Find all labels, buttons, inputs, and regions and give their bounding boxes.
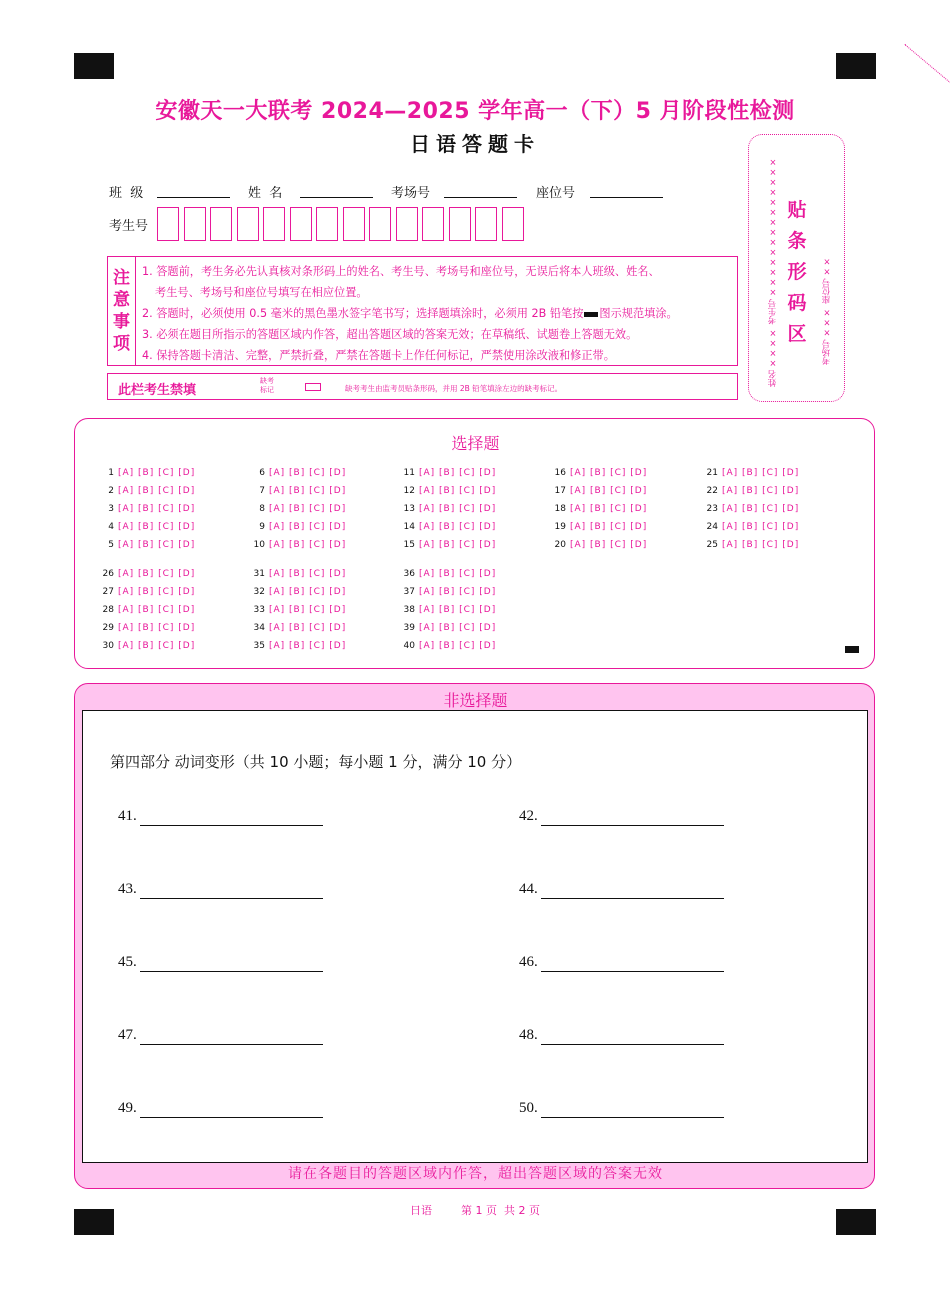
question-9[interactable] [251,522,346,532]
barcode-right-text: 考场号 ××× 座位号 ×× [822,255,832,365]
answer-options[interactable]: [A] [B] [C] [D] [570,468,648,478]
question-number: 25 [706,540,718,550]
answer-line[interactable] [140,971,323,972]
exam-title: 安徽天一大联考 2024—2025 学年高一（下）5 月阶段性检测 [155,99,795,124]
question-number: 37 [403,587,415,597]
answer-line[interactable] [140,1044,323,1045]
absent-mark-label: 缺考 标记 [260,377,274,394]
question-6[interactable] [251,468,346,478]
registration-mark-top-right [836,53,876,79]
question-number: 15 [403,540,415,550]
absent-mark-bubble[interactable] [305,383,321,391]
answer-options[interactable]: [A] [B] [C] [D] [570,540,648,550]
question-number: 4 [108,522,114,532]
exam-id-digit-box[interactable] [396,207,418,241]
answer-options[interactable]: [A] [B] [C] [D] [722,522,800,532]
seat-field[interactable] [590,196,663,198]
answer-options[interactable]: [A] [B] [C] [D] [570,504,648,514]
question-19[interactable] [552,522,647,532]
question-number: 26 [102,569,114,579]
answer-number: 46. [519,954,538,970]
question-30[interactable] [100,641,195,651]
answer-44[interactable] [519,881,538,898]
answer-options[interactable]: [A] [B] [C] [D] [722,468,800,478]
question-37[interactable] [401,587,496,597]
question-number: 24 [706,522,718,532]
answer-options[interactable]: [A] [B] [C] [D] [118,504,196,514]
decorative-dotted-corner [904,44,950,83]
question-5[interactable] [100,540,195,550]
answer-49[interactable] [118,1100,137,1117]
question-number: 8 [259,504,265,514]
question-3[interactable] [100,504,195,514]
exam-id-digit-box[interactable] [290,207,312,241]
question-number: 39 [403,623,415,633]
barcode-title: 贴 条 形 码 区 [787,199,807,345]
exam-id-digit-box[interactable] [422,207,444,241]
question-23[interactable] [704,504,799,514]
question-10[interactable] [251,540,346,550]
question-4[interactable] [100,522,195,532]
question-number: 10 [253,540,265,550]
question-24[interactable] [704,522,799,532]
question-number: 34 [253,623,265,633]
answer-options[interactable]: [A] [B] [C] [D] [118,468,196,478]
answer-46[interactable] [519,954,538,971]
answer-number: 41. [118,808,137,824]
room-label: 考场号 [391,186,431,201]
exam-id-digit-box[interactable] [210,207,232,241]
answer-line[interactable] [541,1117,724,1118]
question-number: 20 [554,540,566,550]
question-number: 40 [403,641,415,651]
question-29[interactable] [100,623,195,633]
question-number: 29 [102,623,114,633]
page-footer [0,1202,950,1218]
question-28[interactable] [100,605,195,615]
multiple-choice-section [74,418,875,669]
barcode-left-text: 姓名 ×××× 考生号 ×××××××××××××× [768,156,778,387]
question-2[interactable] [100,486,195,496]
question-number: 1 [108,468,114,478]
answer-42[interactable] [519,808,538,825]
question-13[interactable] [401,504,496,514]
question-number: 3 [108,504,114,514]
notice-line-1b: 考生号、考场号和座位号填写在相应位置。 [155,286,368,299]
timing-mark [845,646,859,653]
answer-options[interactable]: [A] [B] [C] [D] [118,641,196,651]
exam-id-label: 考生号 [109,219,149,234]
answer-number: 47. [118,1027,137,1043]
question-36[interactable] [401,569,496,579]
exam-id-digit-box[interactable] [369,207,391,241]
answer-options[interactable]: [A] [B] [C] [D] [118,522,196,532]
answer-options[interactable]: [A] [B] [C] [D] [269,522,347,532]
answer-line[interactable] [541,825,724,826]
answer-line[interactable] [541,898,724,899]
answer-number: 48. [519,1027,538,1043]
absent-note: 缺考考生由监考员贴条形码，并用 2B 铅笔填涂左边的缺考标记。 [345,384,563,393]
question-32[interactable] [251,587,346,597]
notice-heading: 注 意 事 项 [108,257,136,365]
answer-options[interactable]: [A] [B] [C] [D] [419,623,497,633]
question-number: 30 [102,641,114,651]
question-11[interactable] [401,468,496,478]
answer-50[interactable] [519,1100,538,1117]
question-40[interactable] [401,641,496,651]
seat-label: 座位号 [536,186,576,201]
answer-sheet-title: 日语答题卡 [410,132,540,156]
non-choice-section [74,683,875,1189]
registration-mark-top-left [74,53,114,79]
answer-number: 44. [519,881,538,897]
answer-line[interactable] [541,1044,724,1045]
question-8[interactable] [251,504,346,514]
answer-area-warning: 请在各题目的答题区域内作答，超出答题区域的答案无效 [288,1166,663,1182]
exam-id-digit-box[interactable] [316,207,338,241]
notice-line-1: 1. 答题前，考生务必先认真核对条形码上的姓名、考生号、考场号和座位号，无误后将本人班级、姓名、 [142,265,660,278]
question-number: 7 [259,486,265,496]
question-number: 2 [108,486,114,496]
question-number: 32 [253,587,265,597]
answer-options[interactable]: [A] [B] [C] [D] [570,486,648,496]
question-16[interactable] [552,468,647,478]
question-31[interactable] [251,569,346,579]
answer-options[interactable]: [A] [B] [C] [D] [419,540,497,550]
notice-line-2: 2. 答题时，必须使用 0.5 毫米的黑色墨水签字笔书写；选择题填涂时，必须用 2B 铅笔按 图示规范填涂。 [142,307,678,320]
name-label: 姓 名 [248,186,283,201]
exam-id-digit-box[interactable] [343,207,365,241]
answer-48[interactable] [519,1027,538,1044]
question-14[interactable] [401,522,496,532]
question-number: 17 [554,486,566,496]
exam-id-digit-box[interactable] [184,207,206,241]
question-number: 27 [102,587,114,597]
answer-options[interactable]: [A] [B] [C] [D] [419,641,497,651]
question-number: 14 [403,522,415,532]
question-number: 11 [403,468,415,478]
question-number: 36 [403,569,415,579]
answer-options[interactable]: [A] [B] [C] [D] [419,605,497,615]
question-number: 18 [554,504,566,514]
answer-options[interactable]: [A] [B] [C] [D] [269,468,347,478]
footer-page: 第 1 页 共 2 页 [461,1204,540,1217]
question-number: 38 [403,605,415,615]
barcode-area [748,134,845,402]
answer-options[interactable]: [A] [B] [C] [D] [118,623,196,633]
exam-id-digit-box[interactable] [157,207,179,241]
exam-id-digit-box[interactable] [237,207,259,241]
answer-number: 43. [118,881,137,897]
answer-options[interactable]: [A] [B] [C] [D] [419,569,497,579]
exam-id-digit-box[interactable] [449,207,471,241]
question-number: 5 [108,540,114,550]
answer-options[interactable]: [A] [B] [C] [D] [118,605,196,615]
notice-line-4: 4. 保持答题卡清洁、完整，严禁折叠，严禁在答题卡上作任何标记，严禁使用涂改液和修正带。 [142,349,615,362]
answer-41[interactable] [118,808,137,825]
answer-47[interactable] [118,1027,137,1044]
answer-options[interactable]: [A] [B] [C] [D] [419,522,497,532]
answer-line[interactable] [140,1117,323,1118]
answer-options[interactable]: [A] [B] [C] [D] [722,486,800,496]
question-27[interactable] [100,587,195,597]
room-field[interactable] [444,196,517,198]
question-35[interactable] [251,641,346,651]
footer-subject: 日语 [410,1204,432,1217]
answer-area [82,710,868,1163]
answer-options[interactable]: [A] [B] [C] [D] [118,569,196,579]
question-number: 35 [253,641,265,651]
answer-options[interactable]: [A] [B] [C] [D] [419,486,497,496]
notice-line-3: 3. 必须在题目所指示的答题区域内作答，超出答题区域的答案无效；在草稿纸、试题卷上答题无效。 [142,328,638,341]
answer-options[interactable]: [A] [B] [C] [D] [118,540,196,550]
answer-number: 42. [519,808,538,824]
answer-line[interactable] [140,898,323,899]
filled-bubble-icon [584,312,598,317]
exam-id-digit-box[interactable] [502,207,524,241]
exam-id-digit-box[interactable] [475,207,497,241]
answer-number: 50. [519,1100,538,1116]
answer-options[interactable]: [A] [B] [C] [D] [722,540,800,550]
answer-options[interactable]: [A] [B] [C] [D] [419,587,497,597]
answer-options[interactable]: [A] [B] [C] [D] [269,605,347,615]
question-21[interactable] [704,468,799,478]
question-number: 22 [706,486,718,496]
notice-box [107,256,738,366]
question-25[interactable] [704,540,799,550]
question-39[interactable] [401,623,496,633]
answer-options[interactable]: [A] [B] [C] [D] [419,504,497,514]
question-34[interactable] [251,623,346,633]
answer-line[interactable] [541,971,724,972]
question-22[interactable] [704,486,799,496]
multiple-choice-title: 选择题 [451,434,500,453]
answer-options[interactable]: [A] [B] [C] [D] [269,641,347,651]
question-17[interactable] [552,486,647,496]
answer-line[interactable] [140,825,323,826]
question-number: 31 [253,569,265,579]
question-18[interactable] [552,504,647,514]
question-number: 16 [554,468,566,478]
question-number: 6 [259,468,265,478]
class-field[interactable] [157,196,230,198]
question-number: 13 [403,504,415,514]
absent-row-label: 此栏考生禁填 [118,383,197,398]
question-number: 28 [102,605,114,615]
question-38[interactable] [401,605,496,615]
answer-options[interactable]: [A] [B] [C] [D] [269,623,347,633]
answer-options[interactable]: [A] [B] [C] [D] [269,540,347,550]
answer-options[interactable]: [A] [B] [C] [D] [269,569,347,579]
answer-options[interactable]: [A] [B] [C] [D] [118,587,196,597]
answer-number: 49. [118,1100,137,1116]
answer-options[interactable]: [A] [B] [C] [D] [419,468,497,478]
class-label: 班 级 [109,186,144,201]
question-26[interactable] [100,569,195,579]
question-15[interactable] [401,540,496,550]
question-number: 12 [403,486,415,496]
name-field[interactable] [300,196,373,198]
exam-id-digit-box[interactable] [263,207,285,241]
absent-row [107,373,738,400]
answer-options[interactable]: [A] [B] [C] [D] [722,504,800,514]
answer-45[interactable] [118,954,137,971]
question-number: 21 [706,468,718,478]
answer-43[interactable] [118,881,137,898]
non-choice-title: 非选择题 [443,691,508,710]
question-1[interactable] [100,468,195,478]
part-four-heading: 第四部分 动词变形（共 10 小题；每小题 1 分，满分 10 分） [110,753,522,771]
question-number: 9 [259,522,265,532]
question-20[interactable] [552,540,647,550]
answer-options[interactable]: [A] [B] [C] [D] [118,486,196,496]
answer-options[interactable]: [A] [B] [C] [D] [269,504,347,514]
question-number: 19 [554,522,566,532]
question-12[interactable] [401,486,496,496]
answer-number: 45. [118,954,137,970]
answer-options[interactable]: [A] [B] [C] [D] [570,522,648,532]
question-number: 33 [253,605,265,615]
answer-options[interactable]: [A] [B] [C] [D] [269,486,347,496]
question-33[interactable] [251,605,346,615]
question-number: 23 [706,504,718,514]
answer-options[interactable]: [A] [B] [C] [D] [269,587,347,597]
question-7[interactable] [251,486,346,496]
